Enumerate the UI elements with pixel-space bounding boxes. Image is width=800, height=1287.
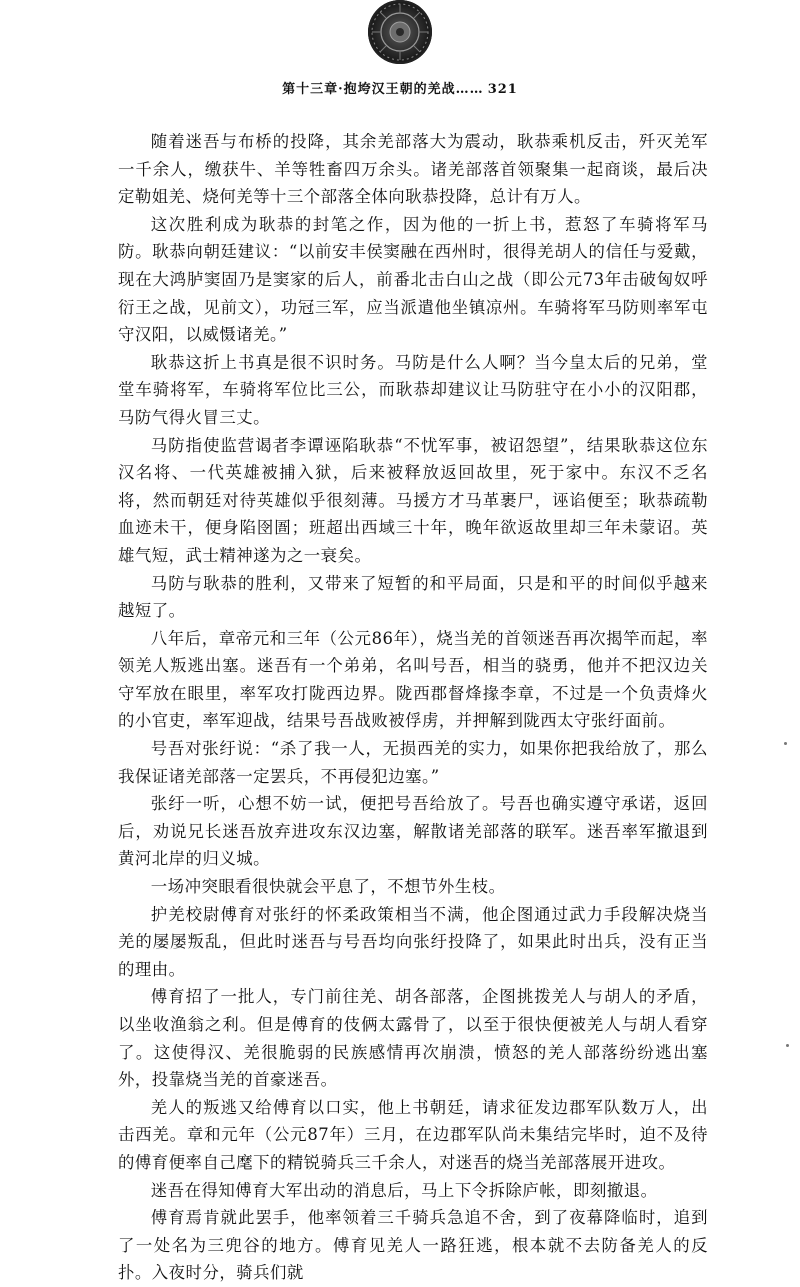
running-header: [0, 78, 800, 97]
running-title: 第十三章·抱垮汉王朝的羌战……: [282, 82, 484, 97]
paragraph: 马防指使监营谒者李谭诬陷耿恭“不忧军事，被诏怨望”，结果耿恭这位东汉名将、一代英雄被捕入狱，后来被释放返回故里，死于家中。东汉不乏名将，然而朝廷对待英雄似乎很刻薄。马援方才马革裹尸，诬谄便至；耿恭疏勒血迹未干，便身陷囹圄；班超出西域三十年，晚年欲返故里却三年未蒙诏。英雄气短，武士精神遂为之一衰矣。: [118, 435, 708, 565]
scan-speck: [786, 1044, 789, 1047]
paragraph: 傅育招了一批人，专门前往羌、胡各部落，企图挑拨羌人与胡人的矛盾，以坐收渔翁之利。但是傅育的伎俩太露骨了，以至于很快便被羌人与胡人看穿了。这使得汉、羌很脆弱的民族感情再次崩溃，愤怒的羌人部落纷纷逃出塞外，投靠烧当羌的首豪迷吾。: [118, 987, 708, 1090]
body-text: [118, 128, 708, 1287]
paragraph: 张纡一听，心想不妨一试，便把号吾给放了。号吾也确实遵守承诺，返回后，劝说兄长迷吾放弃进攻东汉边塞，解散诸羌部落的联军。迷吾率军撤退到黄河北岸的归义城。: [118, 794, 708, 869]
paragraph: 护羌校尉傅育对张纡的怀柔政策相当不满，他企图通过武力手段解决烧当羌的屡屡叛乱，但此时迷吾与号吾均向张纡投降了，如果此时出兵，没有正当的理由。: [118, 904, 708, 979]
paragraph: 傅育焉肯就此罢手，他率领着三千骑兵急追不舍，到了夜幕降临时，追到了一处名为三兜谷的地方。傅育见羌人一路狂逃，根本就不去防备羌人的反扑。入夜时分，骑兵们就: [118, 1208, 708, 1283]
chapter-emblem: [368, 0, 432, 64]
paragraph: 八年后，章帝元和三年（公元86年），烧当羌的首领迷吾再次揭竿而起，率领羌人叛逃出塞。迷吾有一个弟弟，名叫号吾，相当的骁勇，他并不把汉边关守军放在眼里，率军攻打陇西边界。陇西郡督烽掾李章，不过是一个负责烽火的小官吏，率军迎战，结果号吾战败被俘虏，并押解到陇西太守张纡面前。: [118, 628, 708, 731]
emblem-pattern-icon: [368, 0, 432, 64]
paragraph: 迷吾在得知傅育大军出动的消息后，马上下令拆除庐帐，即刻撤退。: [150, 1180, 658, 1200]
paragraph: 马防与耿恭的胜利，又带来了短暂的和平局面，只是和平的时间似乎越来越短了。: [118, 573, 708, 621]
paragraph: 随着迷吾与布桥的投降，其余羌部落大为震动，耿恭乘机反击，歼灭羌军一千余人，缴获牛、羊等牲畜四万余头。诸羌部落首领聚集一起商谈，最后决定勒姐羌、烧何羌等十三个部落全体向耿恭投降，总计有万人。: [118, 132, 708, 207]
paragraph: 一场冲突眼看很快就会平息了，不想节外生枝。: [150, 877, 506, 897]
scan-speck: [784, 742, 787, 745]
paragraph: 这次胜利成为耿恭的封笔之作，因为他的一折上书，惹怒了车骑将军马防。耿恭向朝廷建议：“以前安丰侯窦融在西州时，很得羌胡人的信任与爱戴，现在大鸿胪窦固乃是窦家的后人，前番北击白山之战（即公元73年击破匈奴呼衍王之战，见前文），功冠三军，应当派遣他坐镇凉州。车骑将军马防则率军屯守汉阳，以威慑诸羌。”: [118, 214, 708, 345]
paragraph: 羌人的叛逃又给傅育以口实，他上书朝廷，请求征发边郡军队数万人，出击西羌。章和元年（公元87年）三月，在边郡军队尚未集结完毕时，迫不及待的傅育便率自己麾下的精锐骑兵三千余人，对迷吾的烧当羌部落展开进攻。: [118, 1097, 708, 1172]
page-number: 321: [487, 82, 518, 97]
paragraph: 号吾对张纡说：“杀了我一人，无损西羌的实力，如果你把我给放了，那么我保证诸羌部落一定罢兵，不再侵犯边塞。”: [118, 739, 708, 786]
paragraph: 耿恭这折上书真是很不识时务。马防是什么人啊？当今皇太后的兄弟，堂堂车骑将军，车骑将军位比三公，而耿恭却建议让马防驻守在小小的汉阳郡，马防气得火冒三丈。: [118, 352, 708, 427]
